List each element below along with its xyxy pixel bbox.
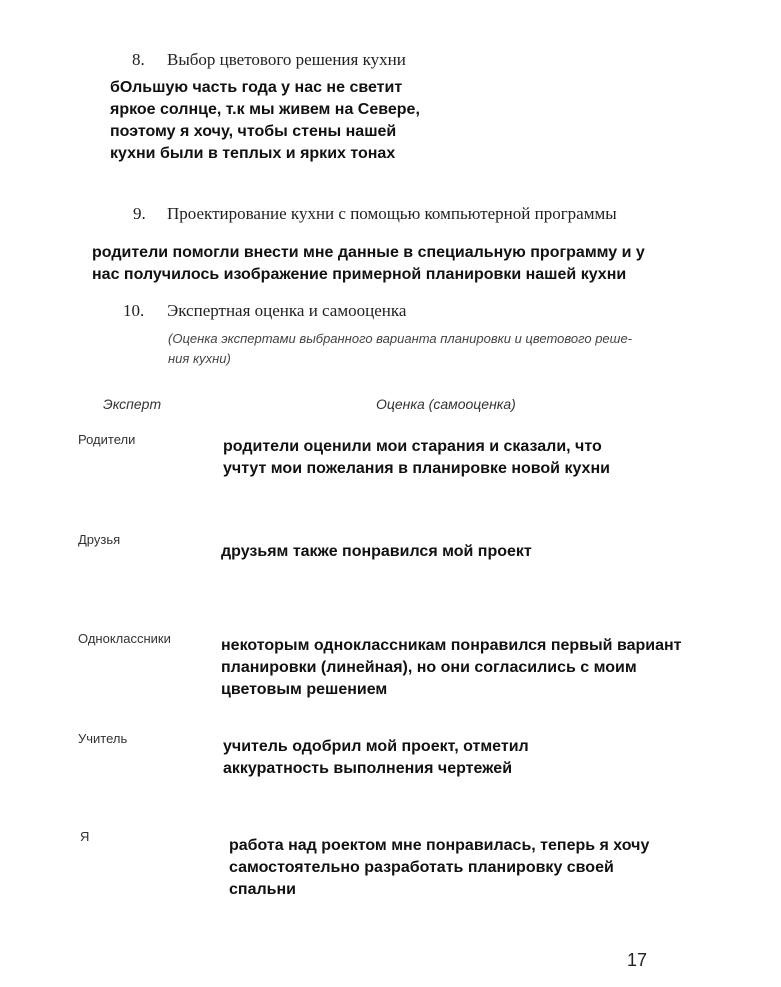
section-9-title: Проектирование кухни с помощью компьютерной программы — [167, 204, 617, 223]
rating-line: спальни — [229, 881, 296, 898]
rating-line: работа над роектом мне понравилась, теперь я хочу — [229, 837, 650, 854]
expert-label: Учитель — [78, 731, 128, 746]
expert-rating — [223, 436, 610, 480]
section-8-title: Выбор цветового решения кухни — [167, 50, 406, 69]
rating-line: учитель одобрил мой проект, отметил — [223, 738, 529, 755]
section-8-answer — [110, 77, 420, 165]
header-rating: Оценка (самооценка) — [376, 396, 516, 412]
header-expert: Эксперт — [103, 396, 162, 412]
answer-line: поэтому я хочу, чтобы стены нашей — [110, 123, 397, 140]
answer-line: кухни были в теплых и ярких тонах — [110, 145, 396, 162]
expert-rating — [223, 736, 529, 780]
rating-line: друзьям также понравился мой проект — [221, 543, 532, 560]
rating-line: цветовым решением — [221, 681, 388, 698]
answer-line: бОльшую часть года у нас не светит — [110, 79, 403, 96]
expert-label: Родители — [78, 432, 136, 447]
expert-rating — [221, 541, 532, 563]
expert-rating — [221, 635, 681, 701]
section-10-number: 10. — [123, 301, 145, 320]
expert-label: Одноклассники — [78, 631, 171, 646]
section-8-number: 8. — [132, 50, 145, 69]
section-9-answer — [92, 242, 645, 286]
expert-rating — [229, 835, 649, 901]
rating-line: аккуратность выполнения чертежей — [223, 760, 513, 777]
rating-line: учтут мои пожелания в планировке новой кухни — [223, 460, 610, 477]
section-9-number: 9. — [133, 204, 146, 223]
section-10-note — [168, 329, 632, 369]
answer-line: яркое солнце, т.к мы живем на Севере, — [110, 101, 420, 118]
rating-line: родители оценили мои старания и сказали, что — [223, 438, 602, 455]
note-line: (Оценка экспертами выбранного варианта планировки и цветового реше- — [168, 331, 633, 346]
note-line: ния кухни) — [168, 351, 231, 366]
rating-line: некоторым одноклассникам понравился первый вариант — [221, 637, 682, 654]
answer-line: нас получилось изображение примерной планировки нашей кухни — [92, 266, 627, 283]
page-number: 17 — [627, 950, 648, 970]
rating-line: планировки (линейная), но они согласились с моим — [221, 659, 637, 676]
answer-line: родители помогли внести мне данные в специальную программу и у — [92, 244, 645, 261]
section-10-title: Экспертная оценка и самооценка — [167, 301, 407, 320]
expert-label: Друзья — [78, 532, 121, 547]
rating-line: самостоятельно разработать планировку своей — [229, 859, 614, 876]
expert-label: Я — [80, 829, 90, 844]
